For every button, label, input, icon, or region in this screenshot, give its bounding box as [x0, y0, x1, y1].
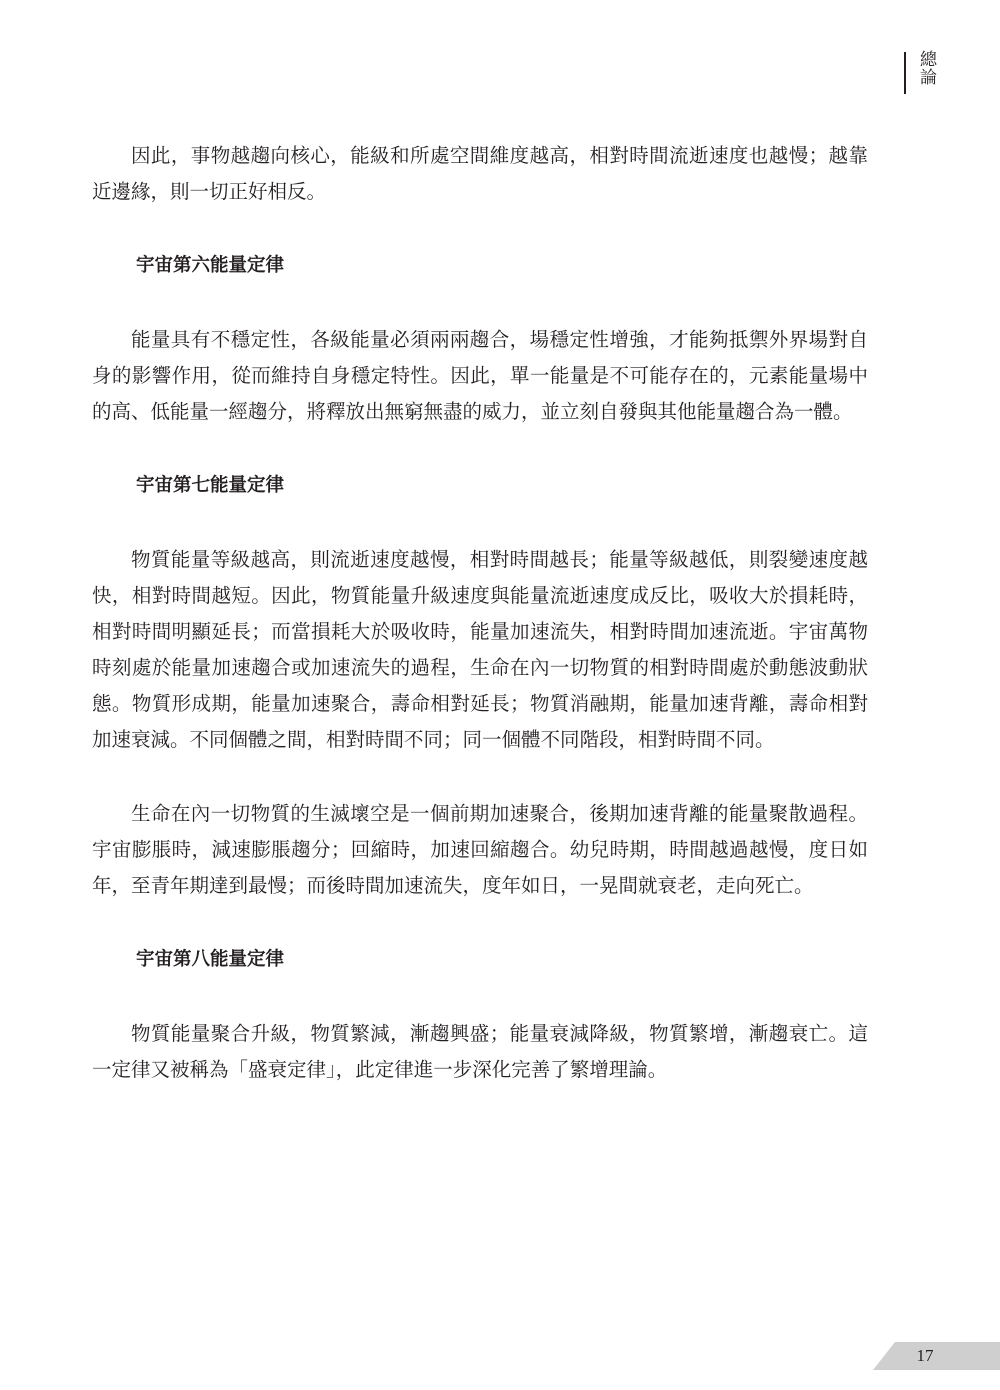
- heading-law-8: 宇宙第八能量定律: [136, 949, 285, 970]
- paragraph-3: 物質能量等級越高，則流逝速度越慢，相對時間越長；能量等級越低，則裂變速度越快，相對時間越短。因此，物質能量升級速度與能量流逝速度成反比，吸收大於損耗時，相對時間明顯延長；而當損耗大於吸收時，能量加速流失，相對時間加速流逝。宇宙萬物時刻處於能量加速趨合或加速流失的過程，生命在內一切物質的相對時間處於動態波動狀態。物質形成期，能量加速聚合，壽命相對延長；物質消融期，能量加速背離，壽命相對加速衰減。不同個體之間，相對時間不同；同一個體不同階段，相對時間不同。: [92, 548, 868, 751]
- paragraph-4: 生命在內一切物質的生滅壞空是一個前期加速聚合，後期加速背離的能量聚散過程。宇宙膨脹時，減速膨脹趨分；回縮時，加速回縮趨合。幼兒時期，時間越過越慢，度日如年，至青年期達到最慢；而後時間加速流失，度年如日，一晃間就衰老，走向死亡。: [92, 802, 868, 897]
- paragraph-2: 能量具有不穩定性，各級能量必須兩兩趨合，場穩定性增強，才能夠抵禦外界場對自身的影響作用，從而維持自身穩定特性。因此，單一能量是不可能存在的，元素能量場中的高、低能量一經趨分，將釋放出無窮無盡的威力，並立刻自發與其他能量趨合為一體。: [92, 328, 868, 423]
- heading-law-7: 宇宙第七能量定律: [136, 475, 285, 496]
- section-title: 總論: [916, 50, 936, 86]
- page-number: 17: [916, 1346, 934, 1365]
- running-header: [904, 52, 954, 96]
- page-body: [92, 138, 868, 1126]
- paragraph-5: 物質能量聚合升級，物質繁減，漸趨興盛；能量衰減降級，物質繁增，漸趨衰亡。這一定律又被稱為「盛衰定律」，此定律進一步深化完善了繁增理論。: [92, 1022, 868, 1081]
- header-rule: [904, 52, 906, 94]
- heading-law-6: 宇宙第六能量定律: [136, 255, 285, 276]
- paragraph-1: 因此，事物越趨向核心，能級和所處空間維度越高，相對時間流逝速度也越慢；越靠近邊緣，則一切正好相反。: [92, 144, 868, 203]
